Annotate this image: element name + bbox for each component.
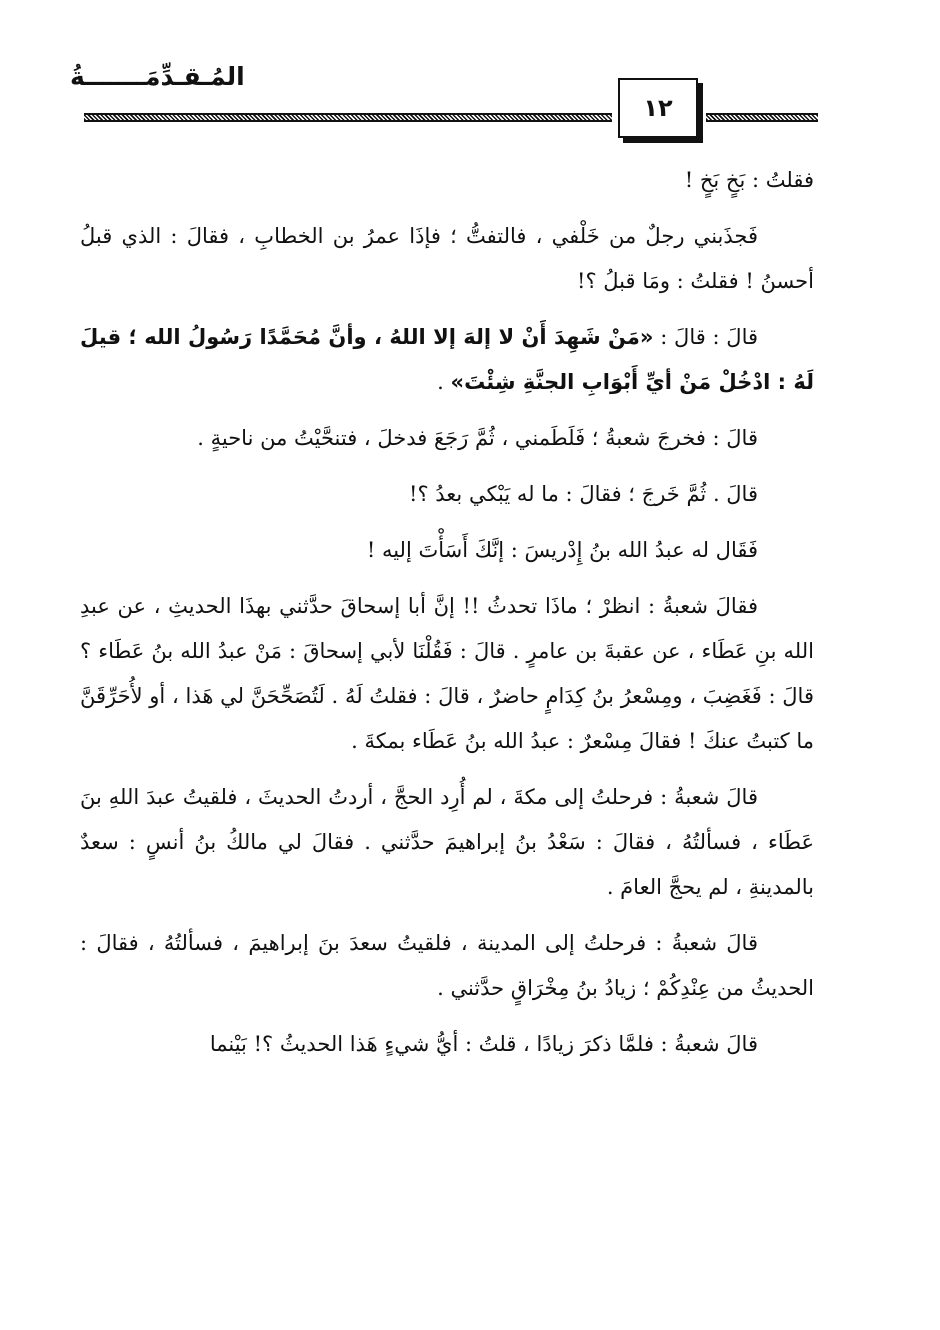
body-text — [80, 158, 814, 1078]
paragraph: قالَ . ثُمَّ خَرجَ ؛ فقالَ : ما له يَبْكي بعدُ ؟! — [409, 482, 758, 506]
page-number-text: ١٢ — [643, 94, 673, 122]
paragraph: فَجذَبني رجلٌ من خَلْفي ، فالتفتُّ ؛ فإذَا عمرُ بن الخطابِ ، فقالَ : الذي قبلُ أحسنُ ! فقلتُ : ومَا قبلُ ؟! — [80, 224, 814, 293]
header-rule-left — [84, 113, 612, 122]
hadith-quote: «مَنْ شَهِدَ أَنْ لا إلهَ إلا اللهُ ، وأنَّ مُحَمَّدًا رَسُولُ الله ؛ قيلَ لَهُ : ادْخُلْ مَنْ أيِّ أَبْوَابِ الجنَّةِ شِئْتَ» — [80, 325, 814, 394]
header-rule-right — [706, 113, 818, 122]
paragraph: فقالَ شعبةُ : انظرْ ؛ ماذَا تحدثُ !! إنَّ أبا إسحاقَ حدَّثني بهذَا الحديثِ ، عن عبدِ الله بنِ عَطَاء ، عن عقبةَ بن عامرٍ . قالَ : فَقُلْنَا لأبي إسحاقَ : مَنْ عبدُ الله بنُ عَطَاء ؟ قالَ : فَغَضِبَ ، ومِسْعرُ بنُ كِدَامٍ حاضرٌ ، قالَ : فقلتُ لَهُ . لَتُصَحِّحَنَّ لي هَذا ، أو لأُحَرِّقَنَّ ما كتبتُ عنكَ ! فقالَ مِسْعرٌ : عبدُ الله بنُ عَطَاء بمكةَ . — [80, 594, 814, 753]
paragraph: فقلتُ : بَخٍ بَخٍ ! — [684, 168, 814, 192]
paragraph: قالَ شعبةُ : فلمَّا ذكرَ زيادًا ، قلتُ : أيُّ شيءٍ هَذا الحديثُ ؟! بَيْنما — [209, 1032, 758, 1056]
running-title: المُـقـدِّمَـــــــةُ — [70, 62, 245, 91]
page-number — [618, 78, 698, 138]
paragraph: قالَ شعبةُ : فرحلتُ إلى مكةَ ، لم أُرِد الحجَّ ، أردتُ الحديثَ ، فلقيتُ عبدَ اللهِ بنَ عَطَاء ، فسألتُهُ ، فقالَ : سَعْدُ بنُ إبراهيمَ حدَّثني . فقالَ لي مالكُ بنُ أنسٍ : سعدٌ بالمدينةِ ، لم يحجَّ العامَ . — [80, 785, 814, 899]
paragraph: قالَ شعبةُ : فرحلتُ إلى المدينة ، فلقيتُ سعدَ بنَ إبراهيمَ ، فسألتُهُ ، فقالَ : الحديثُ من عِنْدِكُمْ ؛ زيادُ بنُ مِخْرَاقٍ حدَّثني . — [80, 931, 814, 1000]
paragraph: قالَ : فخرجَ شعبةُ ؛ فَلَطَمني ، ثُمَّ رَجَعَ فدخلَ ، فتنحَّيْتُ من ناحيةٍ . — [197, 426, 758, 450]
paragraph-hadith — [80, 315, 814, 405]
paragraph: فَقَال له عبدُ الله بنُ إِدْريسَ : إنَّكَ أَسَأْتَ إليه ! — [366, 538, 758, 562]
paragraph-lead: قالَ : قالَ : — [653, 325, 759, 349]
paragraph-tail: . — [437, 370, 451, 394]
